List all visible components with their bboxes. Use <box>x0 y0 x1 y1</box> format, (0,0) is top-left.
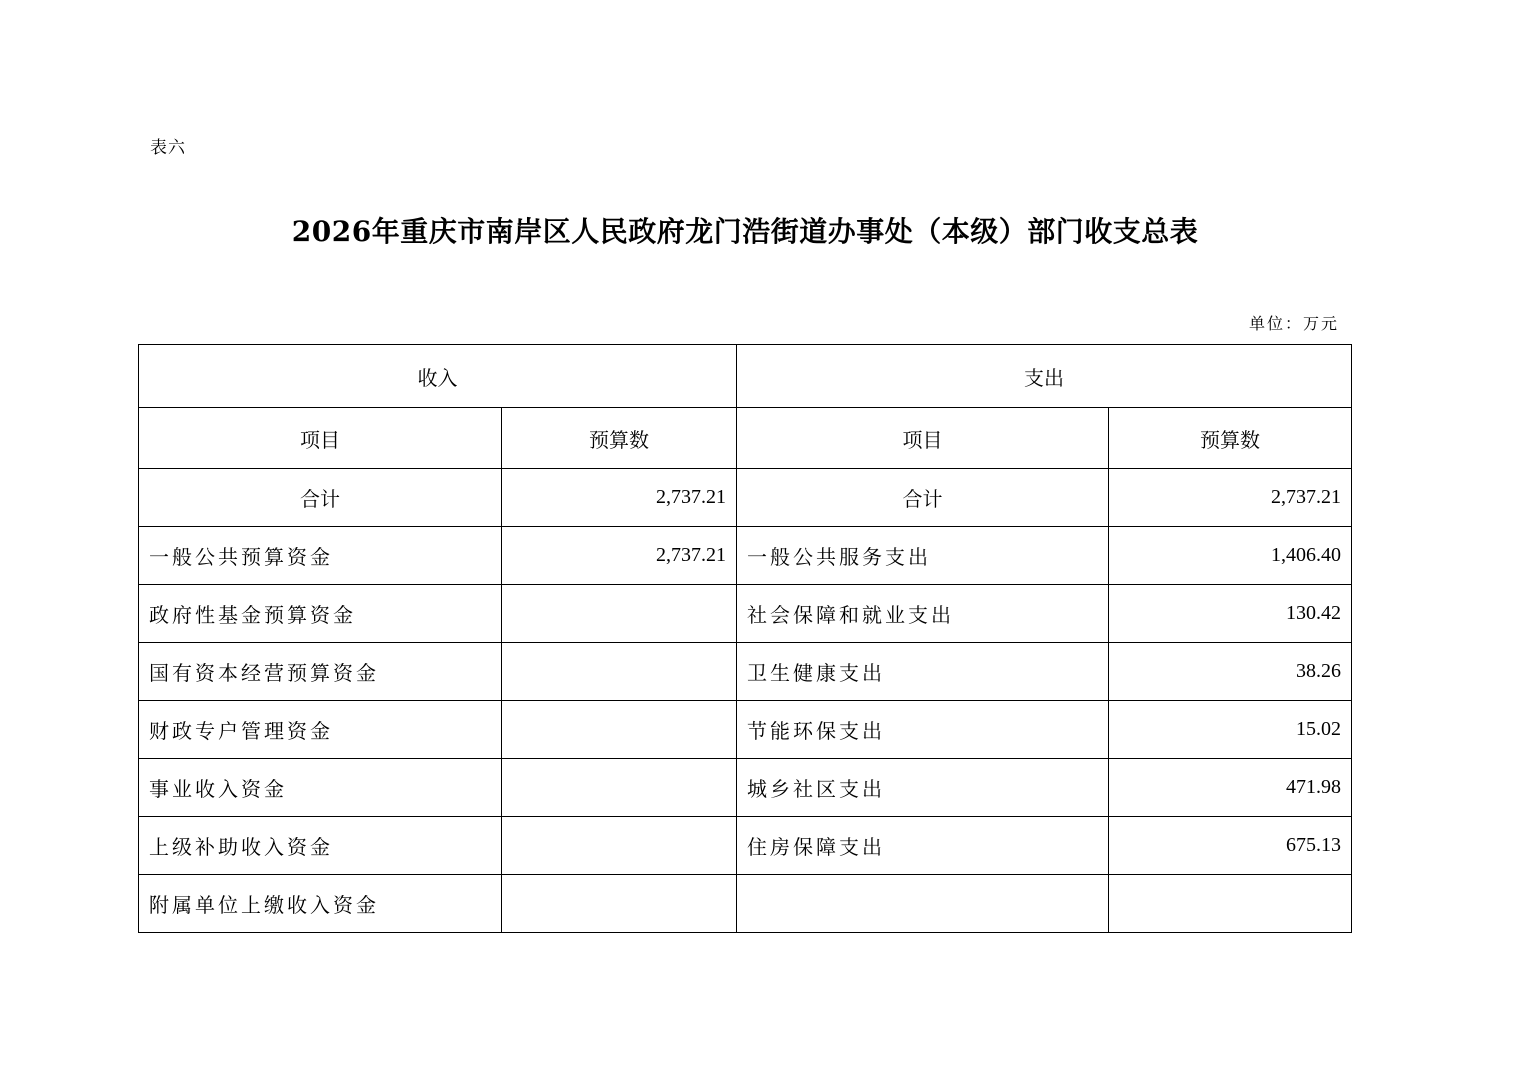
income-item: 国有资本经营预算资金 <box>139 643 502 701</box>
income-section-header: 收入 <box>139 345 737 408</box>
income-total-amount: 2,737.21 <box>502 469 737 527</box>
expense-amount: 38.26 <box>1109 643 1352 701</box>
budget-summary-table <box>138 344 1352 933</box>
total-row <box>139 469 1352 527</box>
unit-label: 单位：万元 <box>1248 314 1339 333</box>
income-item: 上级补助收入资金 <box>139 817 502 875</box>
income-amount <box>502 875 737 933</box>
expense-item <box>737 875 1109 933</box>
expense-amount: 130.42 <box>1109 585 1352 643</box>
expense-item: 住房保障支出 <box>737 817 1109 875</box>
table-row <box>139 643 1352 701</box>
page-title: 2026年重庆市南岸区人民政府龙门浩街道办事处（本级）部门收支总表 <box>291 215 1199 248</box>
expense-total-label: 合计 <box>737 469 1109 527</box>
expense-section-header: 支出 <box>737 345 1352 408</box>
expense-amount: 1,406.40 <box>1109 527 1352 585</box>
expense-item: 节能环保支出 <box>737 701 1109 759</box>
table-row <box>139 701 1352 759</box>
income-amount <box>502 643 737 701</box>
income-budget-header: 预算数 <box>502 408 737 469</box>
expense-total-amount: 2,737.21 <box>1109 469 1352 527</box>
section-header-row <box>139 345 1352 408</box>
table-row <box>139 759 1352 817</box>
expense-amount <box>1109 875 1352 933</box>
expense-amount: 15.02 <box>1109 701 1352 759</box>
table-row <box>139 875 1352 933</box>
income-amount <box>502 585 737 643</box>
income-amount <box>502 759 737 817</box>
expense-budget-header: 预算数 <box>1109 408 1352 469</box>
expense-item: 城乡社区支出 <box>737 759 1109 817</box>
table-row <box>139 527 1352 585</box>
expense-amount: 471.98 <box>1109 759 1352 817</box>
table-row <box>139 817 1352 875</box>
expense-item: 一般公共服务支出 <box>737 527 1109 585</box>
expense-amount: 675.13 <box>1109 817 1352 875</box>
expense-item: 社会保障和就业支出 <box>737 585 1109 643</box>
income-item-header: 项目 <box>139 408 502 469</box>
column-header-row <box>139 408 1352 469</box>
income-amount: 2,737.21 <box>502 527 737 585</box>
income-total-label: 合计 <box>139 469 502 527</box>
income-item: 财政专户管理资金 <box>139 701 502 759</box>
income-item: 事业收入资金 <box>139 759 502 817</box>
income-amount <box>502 701 737 759</box>
table-label: 表六 <box>150 138 186 158</box>
income-amount <box>502 817 737 875</box>
table-row <box>139 585 1352 643</box>
income-item: 政府性基金预算资金 <box>139 585 502 643</box>
expense-item: 卫生健康支出 <box>737 643 1109 701</box>
income-item: 附属单位上缴收入资金 <box>139 875 502 933</box>
income-item: 一般公共预算资金 <box>139 527 502 585</box>
expense-item-header: 项目 <box>737 408 1109 469</box>
